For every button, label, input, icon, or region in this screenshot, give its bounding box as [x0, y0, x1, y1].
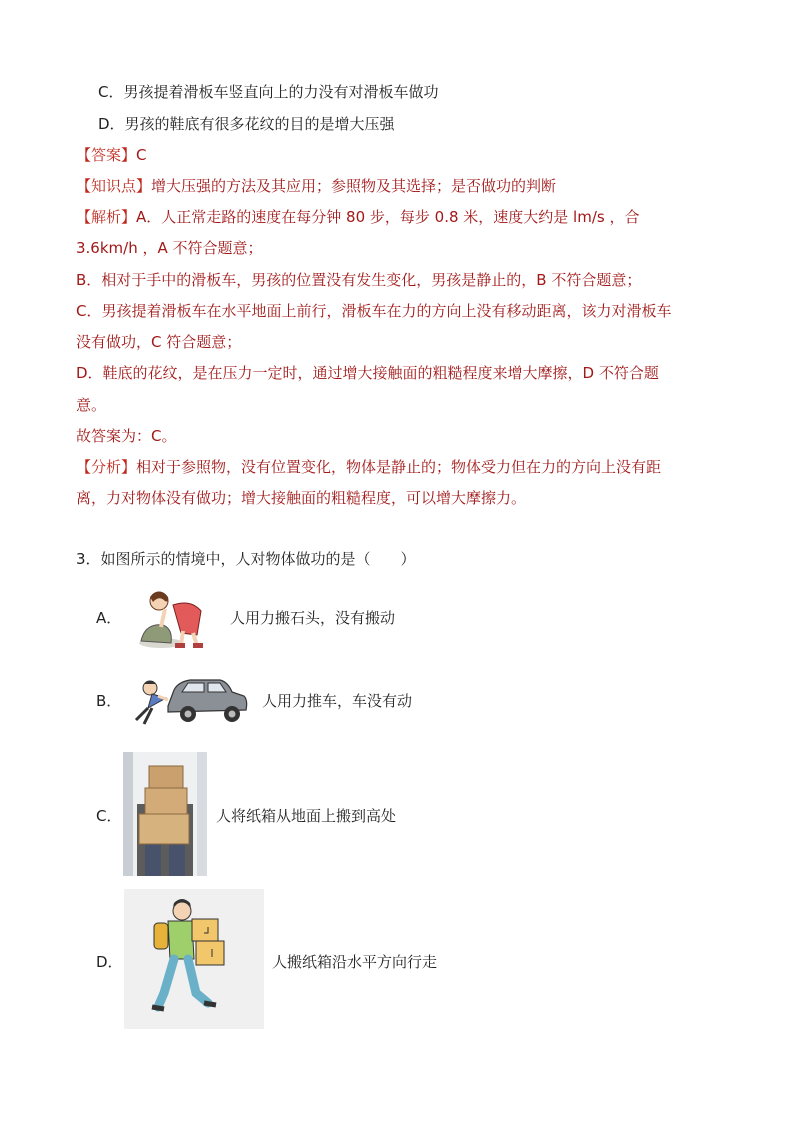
- knowledge-tag: 【知识点】: [76, 177, 152, 195]
- option-d-text: 人搬纸箱沿水平方向行走: [272, 953, 438, 971]
- analysis-tag: 【解析】: [76, 208, 137, 226]
- option-c-text: 人将纸箱从地面上搬到高处: [216, 807, 397, 825]
- option-d-label: D．: [96, 953, 123, 971]
- analysis-d-1: D．鞋底的花纹，是在压力一定时，通过增大接触面的粗糙程度来增大摩擦，D 不符合题: [76, 364, 659, 382]
- analysis-b: B．相对于手中的滑板车，男孩的位置没有发生变化，男孩是静止的，B 不符合题意；: [76, 271, 642, 289]
- analysis-c-2: 没有做功，C 符合题意；: [76, 333, 242, 351]
- knowledge-line: [76, 175, 556, 197]
- option-d-prev: D．男孩的鞋底有很多花纹的目的是增大压强: [98, 115, 395, 133]
- question-text: 3．如图所示的情境中，人对物体做功的是（ ）: [76, 550, 416, 568]
- option-a-label: A．: [96, 609, 122, 627]
- pushing-car-illustration: [128, 668, 250, 730]
- summary-line-2: 离，力对物体没有做功；增大接触面的粗糙程度，可以增大摩擦力。: [76, 489, 527, 507]
- carrying-boxes-photo: [123, 752, 207, 876]
- analysis-final: 故答案为：C。: [76, 427, 177, 445]
- walking-with-boxes-illustration: [124, 889, 264, 1029]
- summary-line-1: [76, 456, 661, 478]
- answer-line: [76, 144, 147, 166]
- summary-text-1: 相对于参照物，没有位置变化，物体是静止的；物体受力但在力的方向上没有距: [136, 458, 662, 476]
- option-b-text: 人用力推车，车没有动: [262, 692, 413, 710]
- option-c-label: C．: [96, 807, 122, 825]
- analysis-text-1: A．人正常走路的速度在每分钟 80 步，每步 0.8 米，速度大约是 lm/s ，合: [136, 208, 640, 226]
- analysis-line-2: 3.6km/h ，A 不符合题意；: [76, 239, 263, 257]
- summary-tag: 【分析】: [76, 458, 137, 476]
- answer-tag: 【答案】: [76, 146, 137, 164]
- option-c-prev: C．男孩提着滑板车竖直向上的力没有对滑板车做功: [98, 83, 439, 101]
- lifting-stone-illustration: [131, 585, 211, 651]
- analysis-line-1: [76, 206, 639, 228]
- knowledge-value: 增大压强的方法及其应用；参照物及其选择；是否做功的判断: [151, 177, 557, 195]
- option-a-text: 人用力搬石头，没有搬动: [230, 609, 396, 627]
- analysis-c-1: C．男孩提着滑板车在水平地面上前行，滑板车在力的方向上没有移动距离，该力对滑板车: [76, 302, 672, 320]
- answer-value: C: [136, 146, 147, 164]
- option-b-label: B．: [96, 692, 122, 710]
- analysis-d-2: 意。: [76, 396, 107, 414]
